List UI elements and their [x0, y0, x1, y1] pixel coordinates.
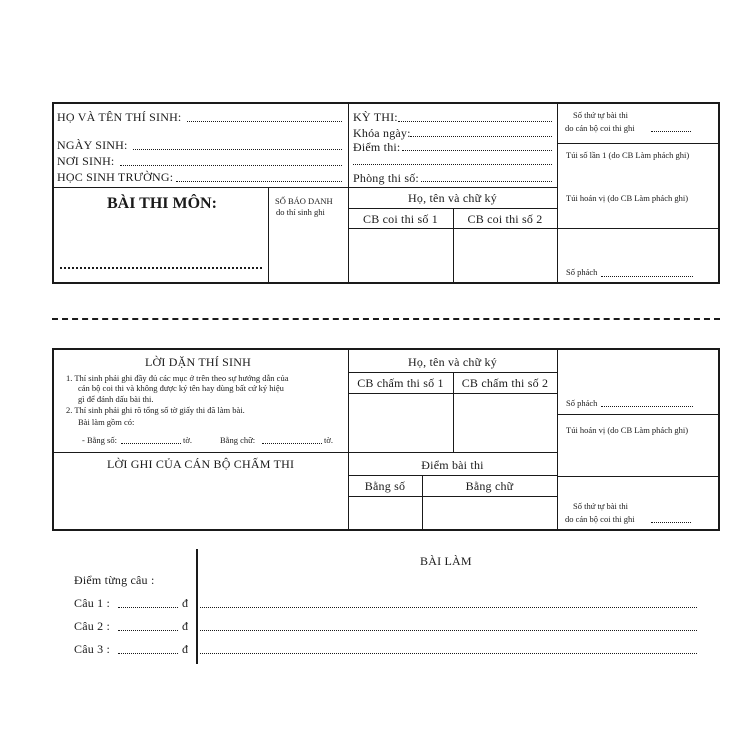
so-bao-danh-sub: do thí sinh ghi	[276, 207, 325, 217]
so-thu-tu-label-2: do cán bộ coi thi ghi	[565, 123, 635, 133]
bottom-right-divider-2	[557, 476, 719, 477]
tui-so-lan-1-label: Túi số lần 1 (do CB Làm phách ghi)	[566, 150, 690, 160]
cau-2-label: Câu 2 :	[74, 619, 111, 633]
cau-2-field[interactable]	[118, 630, 178, 631]
cb-coi-thi-2-label: CB coi thi số 2	[467, 212, 543, 226]
bang-chu-unit: tờ.	[324, 435, 333, 445]
bai-lam-title: BÀI LÀM	[420, 554, 472, 568]
so-thu-tu-label-1: Số thứ tự bài thi	[573, 110, 629, 120]
cau-1-unit: đ	[182, 596, 189, 610]
phong-thi-label: Phòng thi số:	[353, 171, 419, 185]
answer-line-1[interactable]	[200, 607, 697, 608]
instr-1a: 1. Thí sinh phải ghi đầy đủ các mục ở trên theo sự hướng dẫn của	[66, 373, 289, 383]
top-col-divider-2	[557, 103, 558, 283]
tui-hoan-vi-label: Túi hoán vị (do CB Làm phách ghi)	[566, 193, 689, 203]
cb-cham-thi-1-label: CB chấm thi số 1	[357, 376, 444, 390]
so-phach-label: Số phách	[566, 267, 598, 277]
answer-line-3[interactable]	[200, 653, 697, 654]
bottom-row-divider	[53, 452, 557, 453]
cau-1-label: Câu 1 :	[74, 596, 111, 610]
cau-3-field[interactable]	[118, 653, 178, 654]
cb-coi-thi-1-label: CB coi thi số 1	[362, 212, 438, 226]
bang-so-label: - Bằng số:	[82, 435, 117, 445]
instr-1c: gì để đánh dấu bài thi.	[78, 394, 154, 404]
top-right-divider-1	[557, 143, 719, 144]
ky-thi-field[interactable]	[398, 121, 552, 122]
loi-ghi-title: LỜI GHI CỦA CÁN BỘ CHẤM THI	[107, 457, 295, 471]
instr-1b: cán bộ coi thi và không được ký tên hay dùng bất cứ ký hiệu	[78, 383, 284, 393]
khoa-ngay-label: Khóa ngày:	[353, 126, 411, 140]
cau-3-unit: đ	[182, 642, 189, 656]
bang-chu-label: Bằng chữ:	[220, 435, 256, 445]
bottom-so-thu-tu-field[interactable]	[651, 522, 691, 523]
bottom-col-divider-2	[557, 349, 558, 530]
hoc-sinh-truong-label: HỌC SINH TRƯỜNG:	[57, 170, 174, 184]
bai-thi-mon-field[interactable]	[60, 267, 262, 269]
sbd-divider	[268, 187, 269, 283]
answer-divider	[196, 549, 198, 664]
khoa-ngay-field[interactable]	[410, 136, 552, 137]
ho-ten-field[interactable]	[187, 121, 342, 122]
diem-sub-divider	[348, 496, 557, 497]
bottom-so-thu-tu-label-2: do cán bộ coi thi ghi	[565, 514, 635, 524]
bottom-so-thu-tu-label-1: Số thứ tự bài thi	[573, 501, 629, 511]
cb-cham-thi-2-label: CB chấm thi số 2	[461, 376, 549, 390]
diem-bang-chu-label: Bằng chữ	[465, 479, 514, 493]
instr-2b: Bài làm gồm có:	[78, 417, 135, 427]
so-bao-danh-label: SỐ BÁO DANH	[275, 196, 333, 206]
diem-bai-thi-header: Điểm bài thi	[421, 458, 484, 472]
noi-sinh-field[interactable]	[120, 165, 342, 166]
bottom-so-phach-field[interactable]	[601, 406, 693, 407]
so-thu-tu-field[interactable]	[651, 131, 691, 132]
top-row-divider	[53, 187, 557, 188]
ho-ten-chu-ky-header: Họ, tên và chữ ký	[408, 191, 497, 205]
ky-thi-label: KỲ THI:	[353, 110, 398, 124]
top-right-divider-2	[557, 228, 719, 229]
cut-line	[52, 318, 720, 320]
bottom-right-divider-1	[557, 414, 719, 415]
diem-header-divider	[348, 475, 557, 476]
bang-so-unit: tờ.	[183, 435, 192, 445]
loi-dan-title: LỜI DẶN THÍ SINH	[145, 355, 251, 369]
bottom-so-phach-label: Số phách	[566, 398, 598, 408]
bai-thi-mon-title: BÀI THI MÔN:	[107, 195, 217, 212]
hoc-sinh-truong-field[interactable]	[176, 181, 342, 182]
ngay-sinh-label: NGÀY SINH:	[57, 138, 128, 152]
bottom-ho-ten-chu-ky-header: Họ, tên và chữ ký	[408, 355, 497, 369]
ho-ten-label: HỌ VÀ TÊN THÍ SINH:	[57, 110, 182, 124]
ngay-sinh-field[interactable]	[133, 149, 342, 150]
diem-bang-so-label: Bằng số	[364, 479, 406, 493]
phong-thi-field[interactable]	[421, 181, 552, 182]
bang-so-field[interactable]	[121, 443, 181, 444]
cau-2-unit: đ	[182, 619, 189, 633]
noi-sinh-label: NƠI SINH:	[57, 154, 115, 168]
bang-chu-field[interactable]	[262, 443, 322, 444]
diem-tung-cau-label: Điểm từng câu :	[74, 573, 155, 587]
diem-thi-field-2[interactable]	[353, 164, 552, 165]
diem-thi-field[interactable]	[402, 150, 552, 151]
answer-line-2[interactable]	[200, 630, 697, 631]
bottom-tui-hoan-vi-label: Túi hoán vị (do CB Làm phách ghi)	[566, 425, 689, 435]
so-phach-field[interactable]	[601, 276, 693, 277]
cau-1-field[interactable]	[118, 607, 178, 608]
instr-2a: 2. Thí sinh phải ghi rõ tổng số tờ giấy thi đã làm bài.	[66, 405, 245, 415]
diem-thi-label: Điểm thi:	[353, 140, 401, 154]
cau-3-label: Câu 3 :	[74, 642, 111, 656]
